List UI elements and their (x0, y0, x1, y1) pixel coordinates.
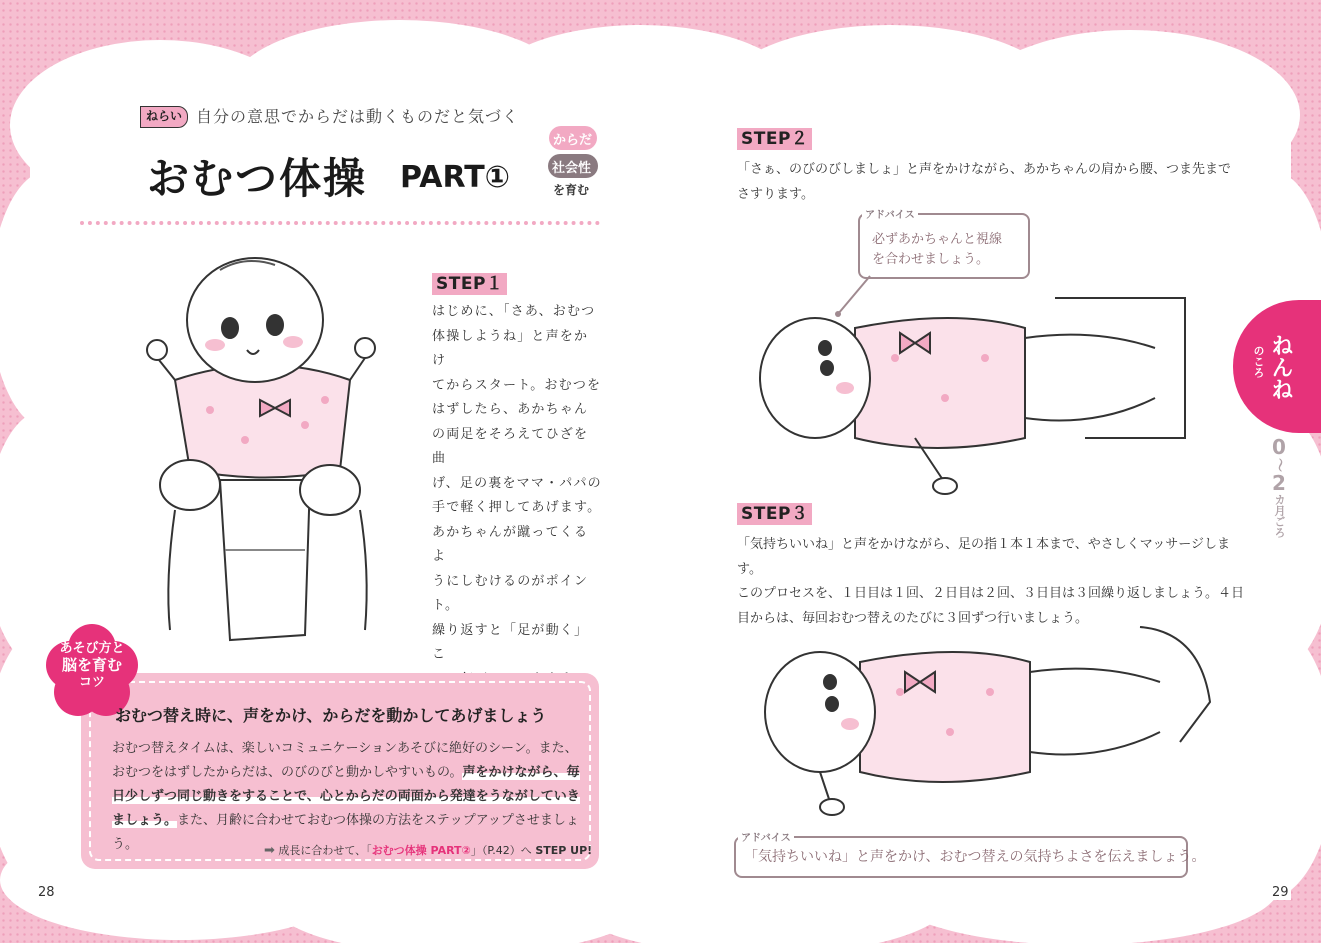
step1-line: あかちゃんが蹴ってくるよ (432, 524, 589, 564)
ref-prefix: 成長に合わせて、「 (278, 844, 372, 857)
step1-label: STEP１ (432, 273, 507, 295)
badge-karada-label: からだ (553, 133, 593, 148)
badge-suffix: を育む (553, 183, 590, 197)
step3-line: 目からは、毎回おむつ替えのたびに３回ずつ行いましょう。 (737, 610, 1089, 626)
tip-badge-text (52, 640, 132, 691)
age-start: 0 (1272, 435, 1286, 459)
tip-body (112, 737, 584, 857)
step1-line: 繰り返すと「足が動く」こ (432, 622, 589, 662)
step1-text (432, 300, 602, 692)
tip-body-highlight: 声をかけながら、毎日少しずつ同じ動きをすることで、心とからだの両面から発達をうながしていきましょう。 (112, 765, 580, 828)
page-number-left: 28 (38, 885, 55, 900)
step2-line: さすります。 (737, 186, 814, 202)
baby-illustration-step3 (760, 612, 1220, 827)
step1-line: 手で軽く押してあげます。 (432, 500, 602, 515)
aim-text: 自分の意思でからだは動くものだと気づく (196, 107, 520, 126)
step3-advice-text: 「気持ちいいね」と声をかけ、おむつ替えの気持ちよさを伝えましょう。 (744, 849, 1206, 865)
step2-line: 「さぁ、のびのびしましょ」と声をかけながら、あかちゃんの肩から腰、つま先まで (737, 162, 1232, 177)
tip-badge-line: 脳を育む (61, 656, 122, 674)
step3-label: STEP３ (737, 503, 812, 525)
step1-line: てからスタート。おむつを (432, 377, 602, 393)
tip-badge-line: コツ (78, 675, 105, 690)
title-divider (80, 221, 600, 225)
step1-line: 体操しようね」と声をかけ (432, 328, 589, 368)
tip-title: おむつ替え時に、声をかけ、からだを動かしてあげましょう (115, 706, 547, 725)
step1-line: はずしたら、あかちゃん (432, 402, 589, 417)
step2-advice-text (872, 230, 1002, 270)
step1-line: げ、足の裏をママ・パパの (432, 475, 602, 491)
step2-advice-tag: アドバイス (862, 206, 918, 221)
ref-suffix: 」（P.42）へ (470, 844, 532, 857)
step2-text (737, 158, 1249, 207)
tip-reference (264, 842, 592, 858)
aim-tag-label: ねらい (146, 109, 183, 123)
ref-stepup: STEP UP! (535, 844, 593, 857)
side-tab-large: ねんね (1268, 334, 1293, 400)
badge-shakai-label: 社会性 (552, 161, 592, 176)
step2-advice-line: を合わせましょう。 (872, 252, 990, 267)
step1-line: はじめに、「さあ、おむつ (432, 304, 596, 319)
step1-line: うにしむけるのがポイント。 (432, 573, 589, 613)
step2-advice-line: 必ずあかちゃんと視線 (872, 232, 1003, 247)
tip-body-text: おむつ替えタイムは、楽しいコミュニケーションあそびに絶好のシーン。また、おむつをはずしたからだは、のびのびと動かしやすいもの。 (112, 741, 578, 780)
page-title: おむつ体操 (147, 154, 368, 203)
tip-badge-line: あそび方と (59, 641, 125, 656)
age-end: 2 (1272, 471, 1286, 495)
tip-body-text: また、月齢に合わせておむつ体操の方法をステップアップさせましょう。 (112, 813, 579, 852)
page-number-right: 29 (1272, 885, 1289, 900)
baby-illustration-step1 (135, 250, 395, 650)
age-tilde: ～ (1271, 458, 1287, 472)
age-unit: カ月ごろ (1273, 494, 1286, 538)
side-tab-small: のころ (1252, 345, 1265, 378)
side-age (1263, 436, 1295, 538)
baby-illustration-step2 (755, 288, 1190, 498)
page-title-part: PART① (400, 160, 511, 195)
arrow-right-icon: ➡ (264, 843, 275, 858)
step3-line: このプロセスを、１日目は１回、２日目は２回、３日目は３回繰り返しましょう。４日 (737, 586, 1245, 601)
step2-label: STEP２ (737, 128, 812, 150)
step3-advice-tag: アドバイス (738, 829, 794, 844)
ref-link[interactable]: おむつ体操 PART② (371, 844, 471, 857)
step3-line: 「気持ちいいね」と声をかけながら、足の指１本１本まで、やさしくマッサージします。 (737, 537, 1230, 577)
step1-line: の両足をそろえてひざを曲 (432, 426, 589, 466)
